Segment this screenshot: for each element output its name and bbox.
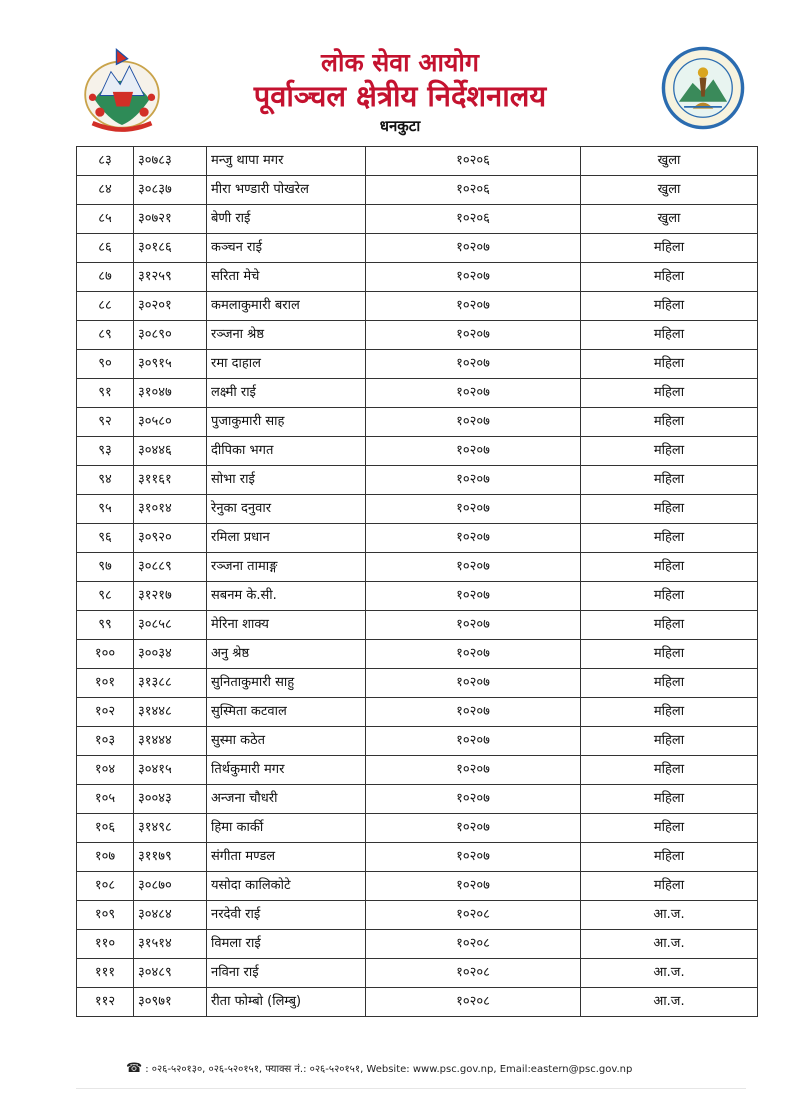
serial-number-cell: ९० <box>77 350 134 379</box>
table-row <box>77 582 758 611</box>
roll-number-cell: ३०४८९ <box>134 959 207 988</box>
roll-number-cell: ३१३८८ <box>134 669 207 698</box>
serial-number-cell: ८८ <box>77 292 134 321</box>
category-cell: महिला <box>581 234 758 263</box>
advertisement-code-cell: १०२०६ <box>366 205 581 234</box>
candidate-name-cell: सरिता मेचे <box>207 263 366 292</box>
table-row <box>77 930 758 959</box>
org-title: लोक सेवा आयोग <box>321 48 479 77</box>
table-row <box>77 408 758 437</box>
candidate-name-cell: रीता फोम्बो (लिम्बु) <box>207 988 366 1017</box>
serial-number-cell: ८४ <box>77 176 134 205</box>
category-cell: महिला <box>581 698 758 727</box>
table-row <box>77 466 758 495</box>
advertisement-code-cell: १०२०७ <box>366 408 581 437</box>
results-table <box>76 146 758 1017</box>
candidate-name-cell: नविना राई <box>207 959 366 988</box>
advertisement-code-cell: १०२०७ <box>366 263 581 292</box>
advertisement-code-cell: १०२०८ <box>366 988 581 1017</box>
table-row <box>77 234 758 263</box>
phone-icon: ☎ <box>126 1061 143 1076</box>
advertisement-code-cell: १०२०७ <box>366 553 581 582</box>
category-cell: महिला <box>581 379 758 408</box>
candidate-name-cell: अनु श्रेष्ठ <box>207 640 366 669</box>
candidate-name-cell: सबनम के.सी. <box>207 582 366 611</box>
table-row <box>77 727 758 756</box>
candidate-name-cell: सुस्मा कठेत <box>207 727 366 756</box>
roll-number-cell: ३०८५८ <box>134 611 207 640</box>
advertisement-code-cell: १०२०७ <box>366 698 581 727</box>
candidate-name-cell: हिमा कार्की <box>207 814 366 843</box>
roll-number-cell: ३०५८० <box>134 408 207 437</box>
roll-number-cell: ३०८८९ <box>134 553 207 582</box>
org-city: धनकुटा <box>379 117 421 135</box>
serial-number-cell: १०८ <box>77 872 134 901</box>
roll-number-cell: ३०१८६ <box>134 234 207 263</box>
category-cell: महिला <box>581 321 758 350</box>
table-row <box>77 872 758 901</box>
candidate-name-cell: मेरिना शाक्य <box>207 611 366 640</box>
category-cell: आ.ज. <box>581 901 758 930</box>
serial-number-cell: १०५ <box>77 785 134 814</box>
footer-divider <box>76 1088 746 1089</box>
serial-number-cell: ११२ <box>77 988 134 1017</box>
advertisement-code-cell: १०२०७ <box>366 350 581 379</box>
table-row <box>77 756 758 785</box>
roll-number-cell: ३१४४८ <box>134 698 207 727</box>
serial-number-cell: ९९ <box>77 611 134 640</box>
serial-number-cell: ९७ <box>77 553 134 582</box>
table-row <box>77 988 758 1017</box>
category-cell: महिला <box>581 785 758 814</box>
category-cell: महिला <box>581 553 758 582</box>
table-row <box>77 292 758 321</box>
category-cell: महिला <box>581 466 758 495</box>
serial-number-cell: ८३ <box>77 147 134 176</box>
category-cell: महिला <box>581 437 758 466</box>
category-cell: महिला <box>581 872 758 901</box>
table-row <box>77 437 758 466</box>
roll-number-cell: ३०४८४ <box>134 901 207 930</box>
table-row <box>77 263 758 292</box>
advertisement-code-cell: १०२०७ <box>366 669 581 698</box>
candidate-name-cell: सुनिताकुमारी साहु <box>207 669 366 698</box>
advertisement-code-cell: १०२०७ <box>366 727 581 756</box>
table-row <box>77 553 758 582</box>
table-row <box>77 814 758 843</box>
category-cell: आ.ज. <box>581 930 758 959</box>
footer-contact: : ०२६-५२०१३०, ०२६-५२०१५१, फ्याक्स नं.: ०२६-५२०१५१, Website: www.psc.gov.np, Email:eastern@psc.gov.np <box>145 1064 633 1075</box>
serial-number-cell: १०४ <box>77 756 134 785</box>
advertisement-code-cell: १०२०७ <box>366 872 581 901</box>
candidate-name-cell: पुजाकुमारी साह <box>207 408 366 437</box>
category-cell: महिला <box>581 408 758 437</box>
psc-logo-icon <box>660 45 746 131</box>
advertisement-code-cell: १०२०७ <box>366 611 581 640</box>
table-row <box>77 147 758 176</box>
table-row <box>77 321 758 350</box>
table-row <box>77 176 758 205</box>
advertisement-code-cell: १०२०८ <box>366 901 581 930</box>
advertisement-code-cell: १०२०७ <box>366 234 581 263</box>
roll-number-cell: ३०८९० <box>134 321 207 350</box>
advertisement-code-cell: १०२०७ <box>366 582 581 611</box>
advertisement-code-cell: १०२०७ <box>366 466 581 495</box>
roll-number-cell: ३१४९८ <box>134 814 207 843</box>
advertisement-code-cell: १०२०७ <box>366 437 581 466</box>
serial-number-cell: ९८ <box>77 582 134 611</box>
advertisement-code-cell: १०२०७ <box>366 843 581 872</box>
roll-number-cell: ३१२५९ <box>134 263 207 292</box>
advertisement-code-cell: १०२०७ <box>366 321 581 350</box>
roll-number-cell: ३०९२० <box>134 524 207 553</box>
roll-number-cell: ३१०१४ <box>134 495 207 524</box>
candidate-name-cell: सोभा राई <box>207 466 366 495</box>
advertisement-code-cell: १०२०७ <box>366 640 581 669</box>
table-row <box>77 379 758 408</box>
roll-number-cell: ३०८७० <box>134 872 207 901</box>
candidate-name-cell: दीपिका भगत <box>207 437 366 466</box>
nepal-emblem-icon <box>76 44 168 136</box>
serial-number-cell: ८७ <box>77 263 134 292</box>
table-row <box>77 843 758 872</box>
table-row <box>77 959 758 988</box>
advertisement-code-cell: १०२०७ <box>366 785 581 814</box>
roll-number-cell: ३१०४७ <box>134 379 207 408</box>
roll-number-cell: ३१५१४ <box>134 930 207 959</box>
candidate-name-cell: संगीता मण्डल <box>207 843 366 872</box>
roll-number-cell: ३०७२१ <box>134 205 207 234</box>
candidate-name-cell: विमला राई <box>207 930 366 959</box>
serial-number-cell: ९२ <box>77 408 134 437</box>
roll-number-cell: ३११६१ <box>134 466 207 495</box>
serial-number-cell: ९५ <box>77 495 134 524</box>
serial-number-cell: १०६ <box>77 814 134 843</box>
footer <box>126 1061 632 1076</box>
candidate-name-cell: सुस्मिता कटवाल <box>207 698 366 727</box>
serial-number-cell: १११ <box>77 959 134 988</box>
candidate-name-cell: रञ्जना तामाङ्ग <box>207 553 366 582</box>
candidate-name-cell: बेणी राई <box>207 205 366 234</box>
advertisement-code-cell: १०२०७ <box>366 379 581 408</box>
candidate-name-cell: मन्जु थापा मगर <box>207 147 366 176</box>
serial-number-cell: ९४ <box>77 466 134 495</box>
category-cell: आ.ज. <box>581 988 758 1017</box>
candidate-name-cell: कमलाकुमारी बराल <box>207 292 366 321</box>
category-cell: महिला <box>581 727 758 756</box>
category-cell: महिला <box>581 669 758 698</box>
roll-number-cell: ३०७८३ <box>134 147 207 176</box>
table-row <box>77 698 758 727</box>
category-cell: खुला <box>581 205 758 234</box>
roll-number-cell: ३०९१५ <box>134 350 207 379</box>
serial-number-cell: ८६ <box>77 234 134 263</box>
category-cell: महिला <box>581 843 758 872</box>
table-row <box>77 611 758 640</box>
advertisement-code-cell: १०२०८ <box>366 959 581 988</box>
candidate-name-cell: नरदेवी राई <box>207 901 366 930</box>
serial-number-cell: १०१ <box>77 669 134 698</box>
roll-number-cell: ३११७९ <box>134 843 207 872</box>
candidate-name-cell: यसोदा कालिकोटे <box>207 872 366 901</box>
category-cell: महिला <box>581 350 758 379</box>
roll-number-cell: ३०८३७ <box>134 176 207 205</box>
serial-number-cell: १०७ <box>77 843 134 872</box>
serial-number-cell: ९१ <box>77 379 134 408</box>
serial-number-cell: १०९ <box>77 901 134 930</box>
table-row <box>77 669 758 698</box>
table-row <box>77 495 758 524</box>
serial-number-cell: ८५ <box>77 205 134 234</box>
candidate-name-cell: लक्ष्मी राई <box>207 379 366 408</box>
category-cell: खुला <box>581 176 758 205</box>
serial-number-cell: ८९ <box>77 321 134 350</box>
advertisement-code-cell: १०२०७ <box>366 756 581 785</box>
category-cell: महिला <box>581 640 758 669</box>
advertisement-code-cell: १०२०६ <box>366 147 581 176</box>
category-cell: महिला <box>581 611 758 640</box>
table-row <box>77 350 758 379</box>
advertisement-code-cell: १०२०७ <box>366 495 581 524</box>
org-subtitle: पूर्वाञ्चल क्षेत्रीय निर्देशनालय <box>253 79 547 113</box>
roll-number-cell: ३०४१५ <box>134 756 207 785</box>
advertisement-code-cell: १०२०८ <box>366 930 581 959</box>
candidate-name-cell: कञ्चन राई <box>207 234 366 263</box>
advertisement-code-cell: १०२०७ <box>366 524 581 553</box>
roll-number-cell: ३१२१७ <box>134 582 207 611</box>
table-row <box>77 785 758 814</box>
category-cell: आ.ज. <box>581 959 758 988</box>
serial-number-cell: ११० <box>77 930 134 959</box>
advertisement-code-cell: १०२०६ <box>366 176 581 205</box>
table-row <box>77 640 758 669</box>
roll-number-cell: ३१४४४ <box>134 727 207 756</box>
category-cell: महिला <box>581 292 758 321</box>
candidate-name-cell: रेनुका दनुवार <box>207 495 366 524</box>
candidate-name-cell: रञ्जना श्रेष्ठ <box>207 321 366 350</box>
category-cell: महिला <box>581 756 758 785</box>
advertisement-code-cell: १०२०७ <box>366 814 581 843</box>
table-row <box>77 524 758 553</box>
category-cell: महिला <box>581 524 758 553</box>
category-cell: महिला <box>581 495 758 524</box>
candidate-name-cell: मीरा भण्डारी पोखरेल <box>207 176 366 205</box>
category-cell: महिला <box>581 814 758 843</box>
roll-number-cell: ३०९७१ <box>134 988 207 1017</box>
roll-number-cell: ३००३४ <box>134 640 207 669</box>
category-cell: खुला <box>581 147 758 176</box>
serial-number-cell: १०० <box>77 640 134 669</box>
results-table-body <box>77 147 758 1017</box>
candidate-name-cell: अन्जना चौधरी <box>207 785 366 814</box>
candidate-name-cell: रमा दाहाल <box>207 350 366 379</box>
page-header <box>200 48 600 136</box>
candidate-name-cell: रमिला प्रधान <box>207 524 366 553</box>
serial-number-cell: ९३ <box>77 437 134 466</box>
serial-number-cell: ९६ <box>77 524 134 553</box>
table-row <box>77 205 758 234</box>
category-cell: महिला <box>581 263 758 292</box>
candidate-name-cell: तिर्थकुमारी मगर <box>207 756 366 785</box>
roll-number-cell: ३००४३ <box>134 785 207 814</box>
category-cell: महिला <box>581 582 758 611</box>
roll-number-cell: ३०४४६ <box>134 437 207 466</box>
serial-number-cell: १०२ <box>77 698 134 727</box>
roll-number-cell: ३०२०१ <box>134 292 207 321</box>
advertisement-code-cell: १०२०७ <box>366 292 581 321</box>
table-row <box>77 901 758 930</box>
serial-number-cell: १०३ <box>77 727 134 756</box>
